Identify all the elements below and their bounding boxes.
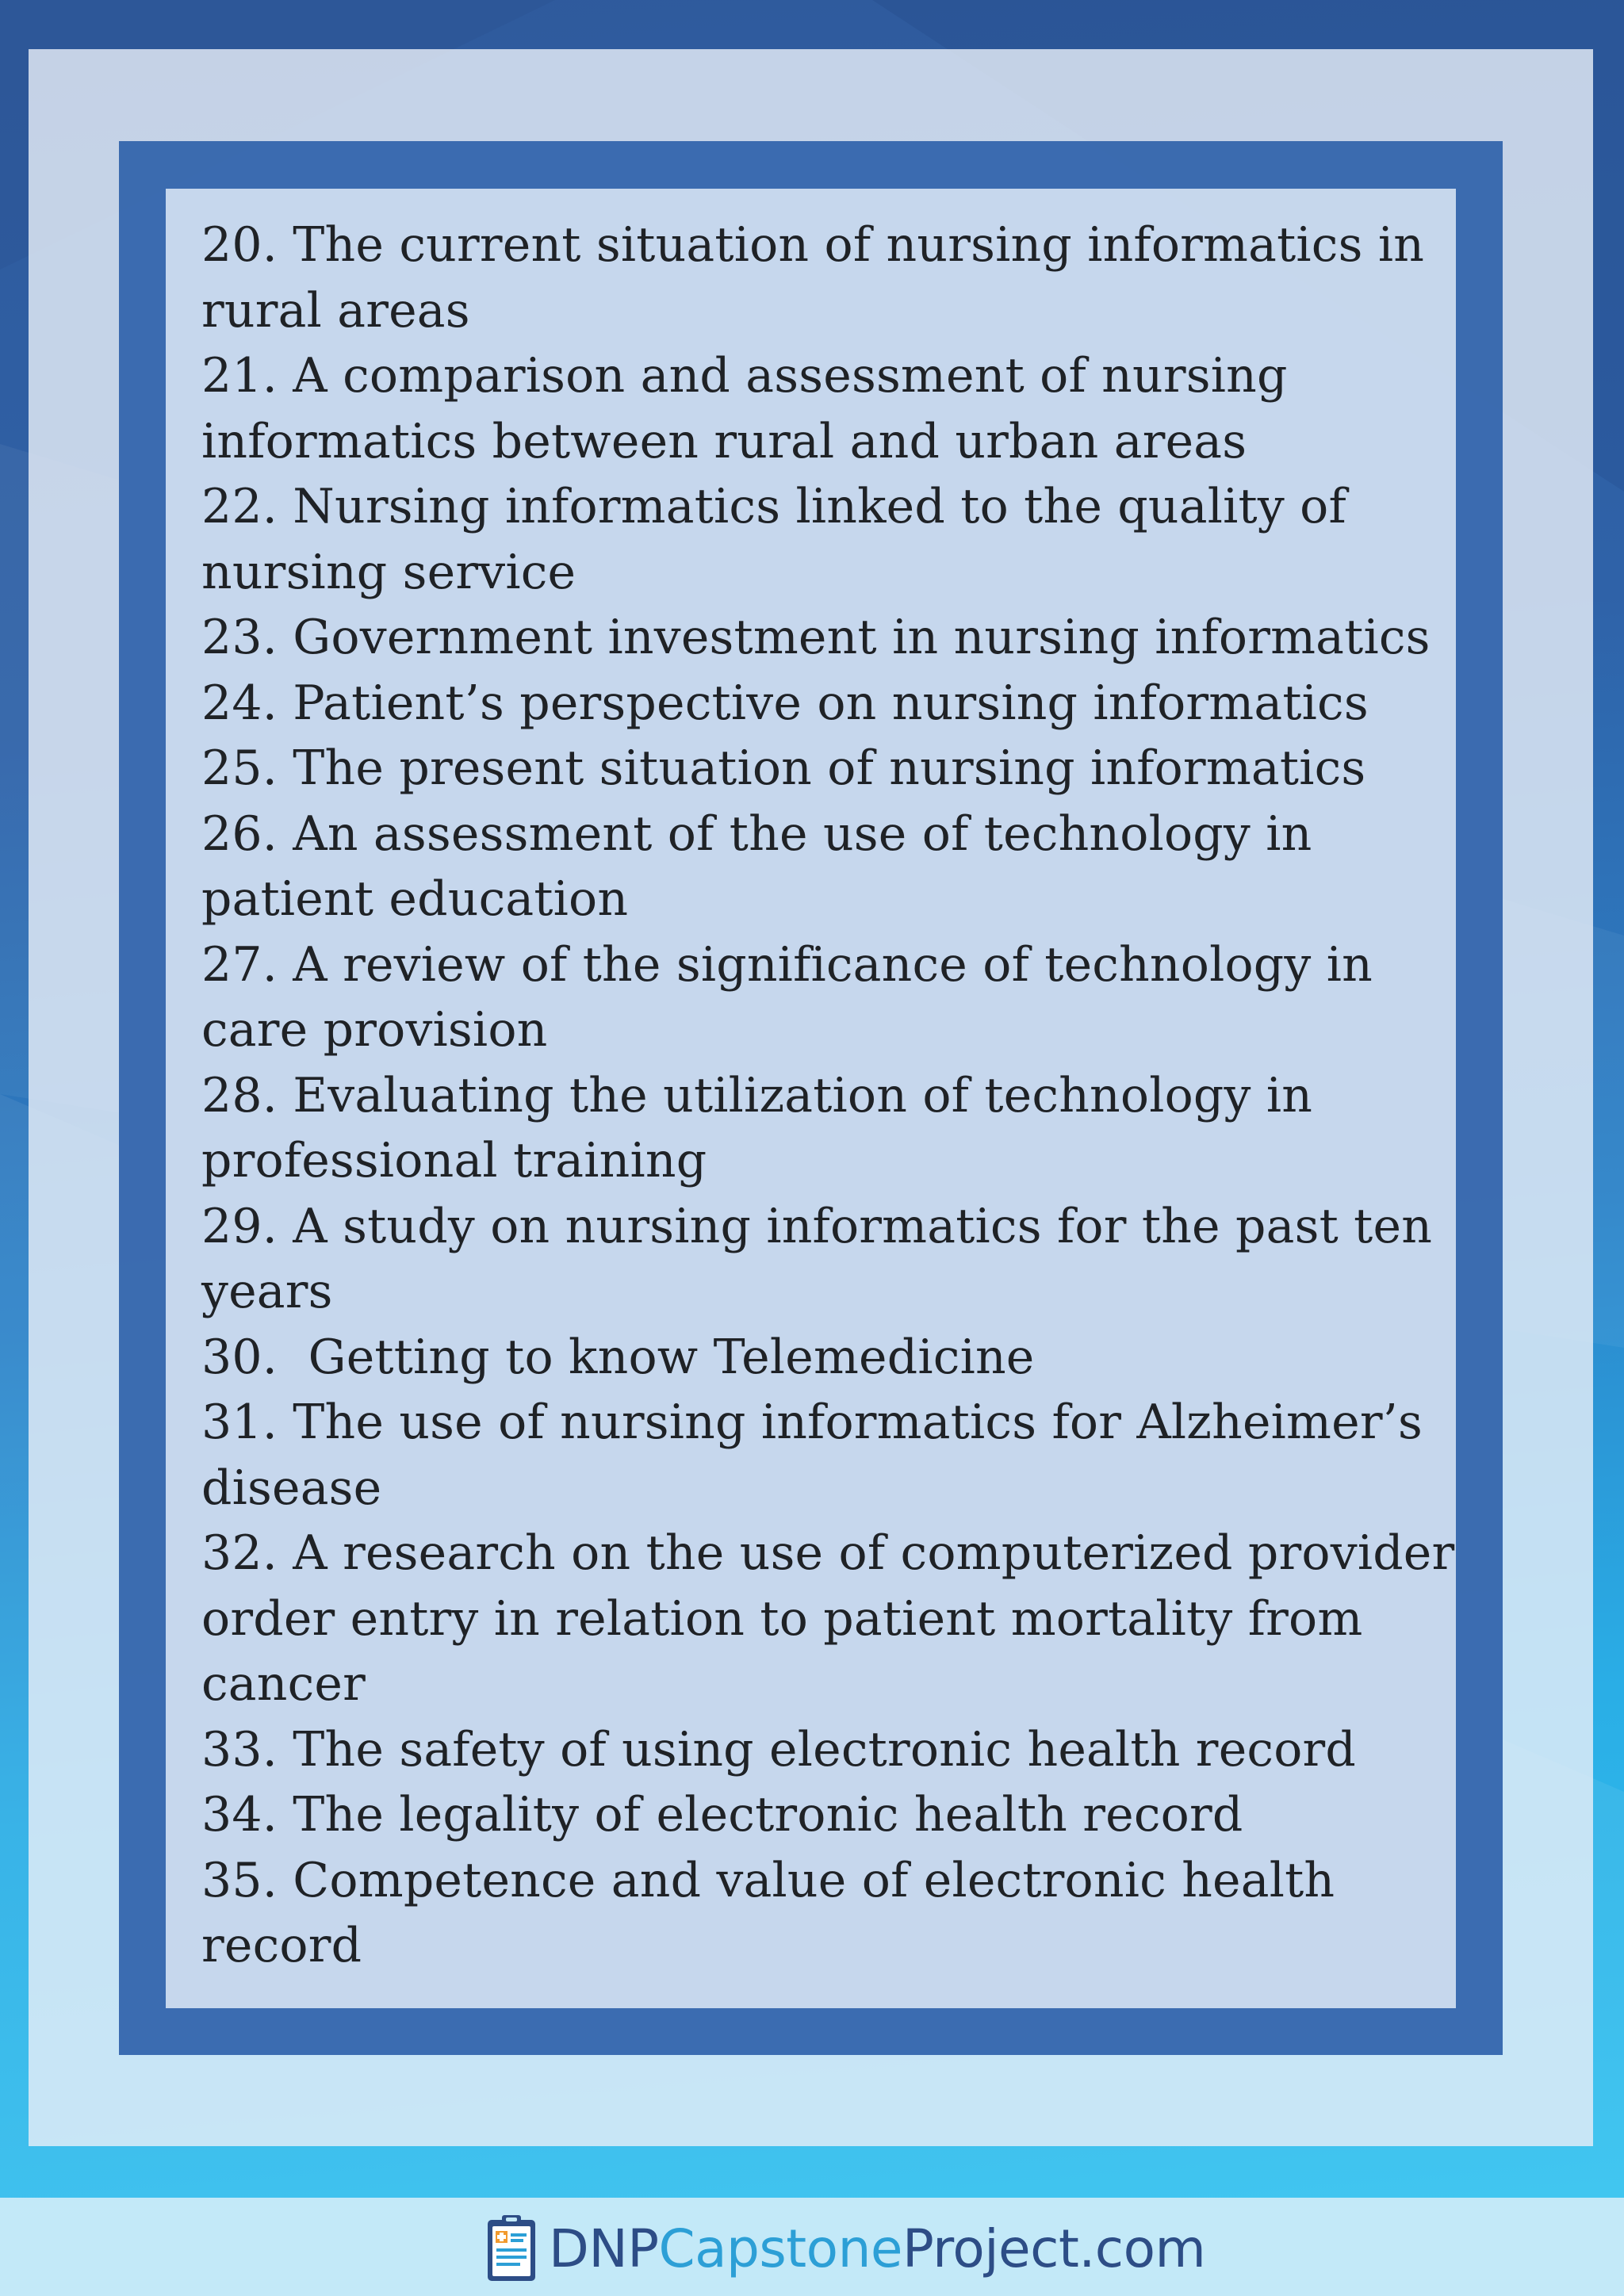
topic-line: 21. A comparison and assessment of nursing: [201, 348, 1288, 404]
clipboard-medical-icon: [485, 2214, 538, 2283]
topic-line: 20. The current situation of nursing informatics in: [201, 217, 1425, 273]
topic-line: 35. Competence and value of electronic health: [201, 1852, 1335, 1908]
topic-item: [201, 1390, 1438, 1521]
topic-line: 27. A review of the significance of technology in: [201, 936, 1373, 993]
topic-line: 33. The safety of using electronic health record: [201, 1721, 1357, 1777]
topic-line: 26. An assessment of the use of technology in: [201, 806, 1312, 862]
topic-item: [201, 932, 1438, 1063]
topic-item: [201, 1782, 1438, 1848]
topic-line: order entry in relation to patient mortality from: [201, 1590, 1363, 1647]
topic-line: informatics between rural and urban areas: [201, 413, 1247, 469]
topic-line: rural areas: [201, 282, 470, 339]
topic-item: [201, 212, 1438, 343]
topic-line: professional training: [201, 1133, 707, 1188]
topic-item: [201, 343, 1438, 474]
brand-name-dnp: DNP: [549, 2218, 659, 2279]
topic-line: 23. Government investment in nursing informatics: [201, 610, 1431, 665]
brand-name-capstone: Capstone: [658, 2218, 903, 2279]
topic-item: [201, 736, 1438, 802]
topic-line: 24. Patient’s perspective on nursing informatics: [201, 675, 1369, 731]
topic-item: [201, 605, 1438, 671]
topic-line: 22. Nursing informatics linked to the quality of: [201, 479, 1346, 534]
topic-item: [201, 1848, 1438, 1979]
topic-line: 30. Getting to know Telemedicine: [201, 1329, 1035, 1385]
topic-line: cancer: [201, 1656, 366, 1712]
topic-line: 25. The present situation of nursing informatics: [201, 740, 1366, 796]
brand-name-project: Project.com: [902, 2218, 1206, 2279]
topic-item: [201, 474, 1438, 605]
topic-line: 28. Evaluating the utilization of technology in: [201, 1067, 1313, 1123]
topic-line: 29. A study on nursing informatics for the past ten: [201, 1198, 1433, 1254]
topic-line: 31. The use of nursing informatics for Alzheimer’s: [201, 1395, 1423, 1450]
topic-line: patient education: [201, 871, 629, 927]
brand-footer: [485, 2209, 1205, 2288]
brand-name: [549, 2218, 1205, 2279]
topic-item: [201, 671, 1438, 737]
topic-line: record: [201, 1918, 362, 1973]
topic-item: [201, 1521, 1455, 1717]
topic-item: [201, 1325, 1438, 1391]
topic-line: care provision: [201, 1002, 548, 1058]
topic-line: 32. A research on the use of computerized provider: [201, 1525, 1455, 1581]
topic-item: [201, 1063, 1438, 1194]
topic-item: [201, 802, 1438, 932]
topic-item: [201, 1717, 1438, 1783]
topic-line: years: [201, 1264, 333, 1319]
topic-list: [201, 212, 1455, 1979]
topic-line: 34. The legality of electronic health record: [201, 1787, 1243, 1843]
topic-item: [201, 1194, 1438, 1325]
topic-line: nursing service: [201, 544, 576, 600]
topic-line: disease: [201, 1460, 382, 1516]
